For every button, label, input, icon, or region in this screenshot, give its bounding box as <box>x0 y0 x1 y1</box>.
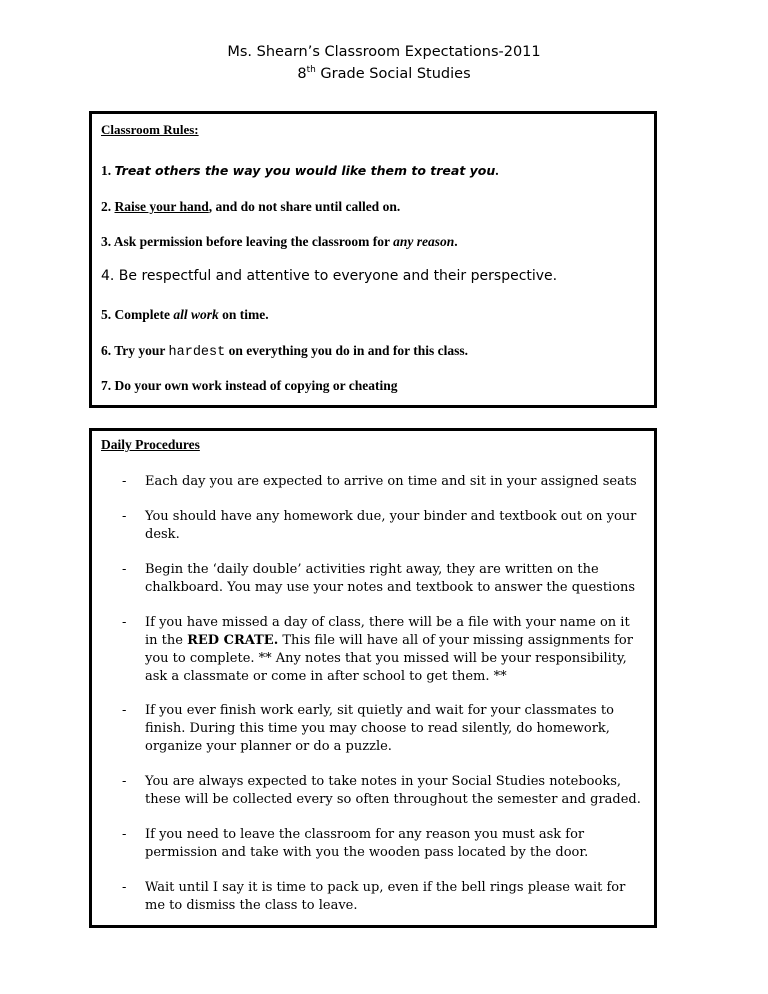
rule-5: 5. Complete all work on time. <box>101 307 269 322</box>
rules-heading: Classroom Rules: <box>101 122 199 137</box>
classroom-rules-box <box>89 111 657 408</box>
rule-3: 3. Ask permission before leaving the classroom for any reason. <box>101 234 458 249</box>
page-title: Ms. Shearn’s Classroom Expectations-2011 <box>227 44 541 60</box>
daily-procedures-box: Daily Procedures - Each day you are expected to arrive on time and sit in your assigned seats - You should have any homework due, your binder and textbook out on your desk. - Begin the ‘daily double’ activities right away, they are written on the chalkboard. You may use your notes and textbook to answer the questions - If you have missed a day of class, there will be a file with your name on it in the RED CRATE. This file will have all of your missing assignments for you to complete. ** Any notes that you missed will be your responsibility, ask a classmate or come in after school to get them. ** - If you ever finish work early, sit quietly and wait for your classmates to finish. During this time you may choose to read silently, do homework, organize your planner or do a puzzle. - You are always expected to take notes in your Social Studies notebooks, these will be collected every so often throughout the semester and graded. - If you need to leave the classroom for any reason you must ask for permission and take with you the wooden pass located by the door. - Wait until I say it is time to pack up, even if the bell rings please wait for me to dismiss the class to leave. <box>89 428 657 928</box>
page-subtitle: 8th Grade Social Studies <box>297 65 471 82</box>
rule-6: 6. Try your hardest on everything you do in and for this class. <box>101 343 469 360</box>
rule-4: 4. Be respectful and attentive to everyone and their perspective. <box>101 268 558 284</box>
rule-1: 1. Treat others the way you would like them to treat you. <box>101 163 499 178</box>
rule-2: 2. Raise your hand, and do not share until called on. <box>101 199 401 214</box>
procedures-heading: Daily Procedures <box>101 437 200 452</box>
rule-7: 7. Do your own work instead of copying or cheating <box>101 378 398 393</box>
